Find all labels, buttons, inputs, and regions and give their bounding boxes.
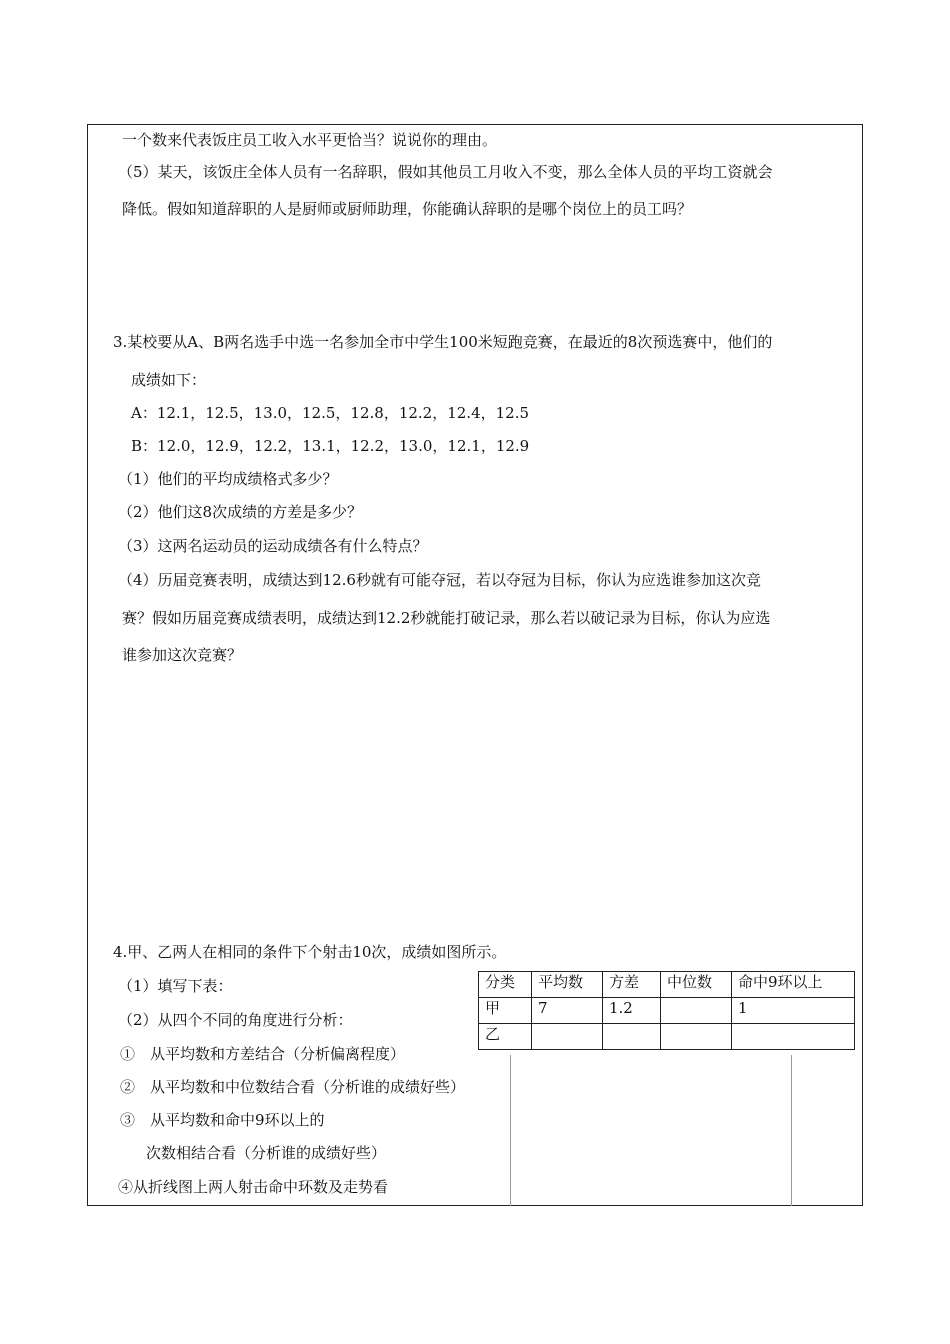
header-cell: 方差 [603, 972, 661, 998]
q3-part4-line-3: 谁参加这次竞赛？ [122, 646, 243, 664]
q3-part1: （1）他们的平均成绩格式多少？ [118, 470, 338, 488]
q2-part5-line-2: 降低。假如知道辞职的人是厨师或厨师助理，你能确认辞职的是哪个岗位上的员工吗？ [122, 200, 693, 218]
q4-part2: （2）从四个不同的角度进行分析： [118, 1011, 353, 1029]
q4-item-4: ④从折线图上两人射击命中环数及走势看 [118, 1178, 389, 1196]
table-cell [732, 1024, 855, 1050]
header-cell: 中位数 [661, 972, 732, 998]
q3-line-1: 3.某校要从A、B两名选手中选一名参加全市中学生100米短跑竞赛，在最近的8次预选赛中，他们的 [113, 333, 773, 351]
q2-line-1: 一个数来代表饭庄员工收入水平更恰当？说说你的理由。 [122, 131, 498, 149]
chart-placeholder-box [510, 1055, 792, 1206]
q4-line-1: 4.甲、乙两人在相同的条件下个射击10次，成绩如图所示。 [113, 943, 507, 961]
table-cell [532, 1024, 603, 1050]
q3-part3: （3）这两名运动员的运动成绩各有什么特点？ [118, 537, 428, 555]
q2-part5-line-1: （5）某天，该饭庄全体人员有一名辞职，假如其他员工月收入不变，那么全体人员的平均工资就会 [118, 163, 773, 181]
table-cell [603, 1024, 661, 1050]
table-cell: 1 [732, 998, 855, 1024]
q4-item-1: ① 从平均数和方差结合（分析偏离程度） [120, 1045, 406, 1063]
table-cell [661, 998, 732, 1024]
q3-b-scores: B：12.0，12.9，12.2，13.1，12.2，13.0，12.1，12.9 [131, 437, 530, 455]
table-cell: 甲 [479, 998, 532, 1024]
q3-part2: （2）他们这8次成绩的方差是多少？ [118, 503, 363, 521]
table-cell: 1.2 [603, 998, 661, 1024]
q3-a-scores: A：12.1，12.5，13.0，12.5，12.8，12.2，12.4，12.5 [131, 404, 530, 422]
q4-item-2: ② 从平均数和中位数结合看（分析谁的成绩好些） [120, 1078, 466, 1096]
header-cell: 分类 [479, 972, 532, 998]
table-row [479, 998, 855, 1024]
table-cell [661, 1024, 732, 1050]
header-cell: 平均数 [532, 972, 603, 998]
stats-table [478, 971, 855, 1050]
q3-part4-line-1: （4）历届竞赛表明，成绩达到12.6秒就有可能夺冠，若以夺冠为目标，你认为应选谁参加这次竞 [118, 571, 761, 589]
q3-part4-line-2: 赛？假如历届竞赛成绩表明，成绩达到12.2秒就能打破记录，那么若以破记录为目标，你认为应选 [122, 609, 771, 627]
table-cell: 乙 [479, 1024, 532, 1050]
table-header-row [479, 972, 855, 998]
q4-part1: （1）填写下表： [118, 977, 233, 995]
header-cell: 命中9环以上 [732, 972, 855, 998]
table-cell: 7 [532, 998, 603, 1024]
q4-item-3-line-1: ③ 从平均数和命中9环以上的 [120, 1111, 325, 1129]
table-row [479, 1024, 855, 1050]
q4-item-3-line-2: 次数相结合看（分析谁的成绩好些） [146, 1144, 387, 1162]
q3-line-2: 成绩如下： [131, 371, 207, 389]
